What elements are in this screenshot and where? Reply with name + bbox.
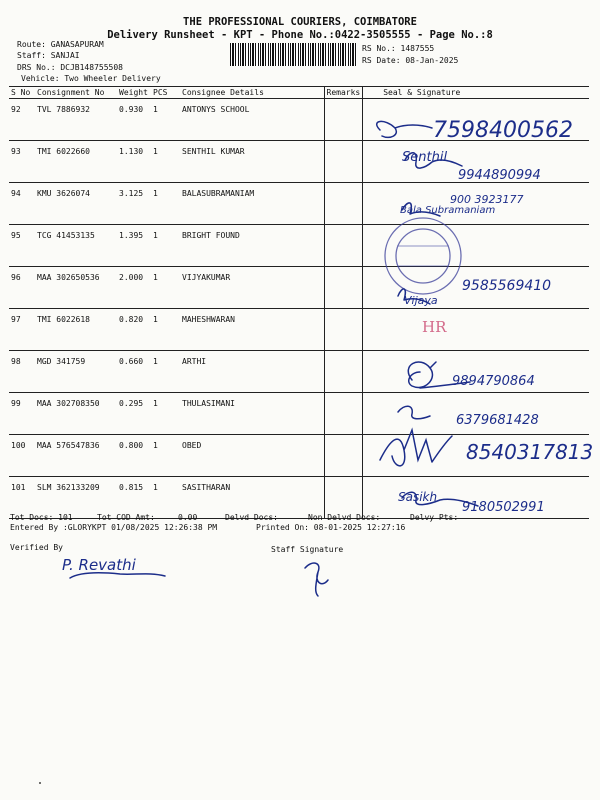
- sno-cell: 97: [9, 309, 35, 351]
- consignee-cell: THULASIMANI: [174, 393, 324, 435]
- rs-date: RS Date: 08-Jan-2025: [362, 56, 459, 65]
- entered-by: Entered By :GLORYKPT 01/08/2025 12:26:38 PM: [10, 523, 218, 532]
- consignment-cell: MAA 576547836: [35, 435, 117, 477]
- handwritten-phone-7: 8540317813: [466, 440, 594, 464]
- handwritten-hr-mark: HR: [422, 318, 447, 336]
- handwritten-name-bala: Bala Subramaniam: [400, 205, 496, 216]
- consignment-cell: TVL 7886932: [35, 99, 117, 141]
- col-pcs: PCS: [151, 87, 174, 99]
- total-cod-value: 0.00: [178, 513, 198, 522]
- handwritten-phone-8: 9180502991: [462, 500, 545, 515]
- col-seal: Seal & Signature: [363, 87, 589, 99]
- pcs-cell: 1: [151, 183, 174, 225]
- pcs-cell: 1: [151, 225, 174, 267]
- consignment-cell: KMU 3626074: [35, 183, 117, 225]
- col-consignment: Consignment No: [35, 87, 117, 99]
- sno-cell: 92: [9, 99, 35, 141]
- weight-cell: 3.125: [117, 183, 151, 225]
- sno-cell: 94: [9, 183, 35, 225]
- weight-cell: 1.130: [117, 141, 151, 183]
- weight-cell: 0.295: [117, 393, 151, 435]
- sno-cell: 96: [9, 267, 35, 309]
- pcs-cell: 1: [151, 141, 174, 183]
- route-label: Route: GANASAPURAM: [17, 40, 104, 49]
- verified-by-label: Verified By: [10, 543, 63, 552]
- handwritten-phone-2: 9944890994: [458, 168, 541, 183]
- handwritten-phone-5: 9894790864: [452, 374, 535, 389]
- consignment-cell: TMI 6022660: [35, 141, 117, 183]
- weight-cell: 0.820: [117, 309, 151, 351]
- sno-cell: 100: [9, 435, 35, 477]
- runsheet-title: Delivery Runsheet - KPT - Phone No.:0422-3505555 - Page No.:8: [107, 29, 493, 41]
- weight-cell: 0.815: [117, 477, 151, 519]
- total-docs: Tot Docs: 101: [10, 513, 73, 522]
- consignment-cell: MAA 302708350: [35, 393, 117, 435]
- pcs-cell: 1: [151, 99, 174, 141]
- pcs-cell: 1: [151, 435, 174, 477]
- handwritten-phone-4: 9585569410: [462, 278, 552, 294]
- weight-cell: 2.000: [117, 267, 151, 309]
- weight-cell: 0.800: [117, 435, 151, 477]
- consignment-cell: MAA 302650536: [35, 267, 117, 309]
- handwritten-name-senthil: Senthil: [402, 150, 448, 165]
- col-remarks: Remarks: [324, 87, 363, 99]
- col-weight: Weight: [117, 87, 151, 99]
- sno-cell: 93: [9, 141, 35, 183]
- consignee-cell: BALASUBRAMANIAM: [174, 183, 324, 225]
- weight-cell: 0.660: [117, 351, 151, 393]
- col-consignee: Consignee Details: [174, 87, 324, 99]
- consignee-cell: OBED: [174, 435, 324, 477]
- handwritten-name-vijaya: Vijaya: [404, 294, 438, 307]
- pcs-cell: 1: [151, 267, 174, 309]
- sno-cell: 95: [9, 225, 35, 267]
- non-delivered-docs-label: Non Delvd Docs:: [308, 513, 381, 522]
- company-title: THE PROFESSIONAL COURIERS, COIMBATORE: [183, 16, 417, 28]
- pcs-cell: 1: [151, 393, 174, 435]
- pcs-cell: 1: [151, 309, 174, 351]
- consignee-cell: SENTHIL KUMAR: [174, 141, 324, 183]
- pcs-cell: 1: [151, 477, 174, 519]
- consignee-cell: ARTHI: [174, 351, 324, 393]
- weight-cell: 0.930: [117, 99, 151, 141]
- staff-signature-label: Staff Signature: [271, 545, 344, 554]
- sno-cell: 98: [9, 351, 35, 393]
- sno-cell: 99: [9, 393, 35, 435]
- consignment-cell: SLM 362133209: [35, 477, 117, 519]
- pcs-cell: 1: [151, 351, 174, 393]
- consignee-cell: MAHESHWARAN: [174, 309, 324, 351]
- delivered-docs-label: Delvd Docs:: [225, 513, 278, 522]
- consignee-cell: VIJYAKUMAR: [174, 267, 324, 309]
- consignment-cell: TCG 41453135: [35, 225, 117, 267]
- handwritten-phone-6: 6379681428: [456, 413, 539, 428]
- consignee-cell: BRIGHT FOUND: [174, 225, 324, 267]
- handwritten-name-sasikh: Sasikh: [398, 490, 438, 504]
- drs-number: DRS No.: DCJB148755508: [17, 63, 123, 72]
- col-sno: S No: [9, 87, 35, 99]
- vehicle-label: Vehicle: Two Wheeler Delivery: [21, 74, 161, 83]
- staff-label: Staff: SANJAI: [17, 51, 80, 60]
- company-seal-stamp: [385, 218, 461, 294]
- rs-number: RS No.: 1487555: [362, 44, 435, 53]
- verifier-signature: P. Revathi: [62, 556, 136, 574]
- staff-signature-strokes: [305, 563, 328, 596]
- sno-cell: 101: [9, 477, 35, 519]
- total-cod-label: Tot COD Amt:: [97, 513, 155, 522]
- consignee-cell: ANTONYS SCHOOL: [174, 99, 324, 141]
- paper-speck: [39, 782, 41, 784]
- handwritten-phone-3: 900 3923177: [450, 193, 524, 206]
- printed-on: Printed On: 08-01-2025 12:27:16: [256, 523, 406, 532]
- delivery-points-label: Delvy Pts:: [410, 513, 459, 522]
- consignment-cell: TMI 6022618: [35, 309, 117, 351]
- consignee-cell: SASITHARAN: [174, 477, 324, 519]
- consignment-cell: MGD 341759: [35, 351, 117, 393]
- weight-cell: 1.395: [117, 225, 151, 267]
- handwritten-phone-1: 7598400562: [433, 118, 573, 143]
